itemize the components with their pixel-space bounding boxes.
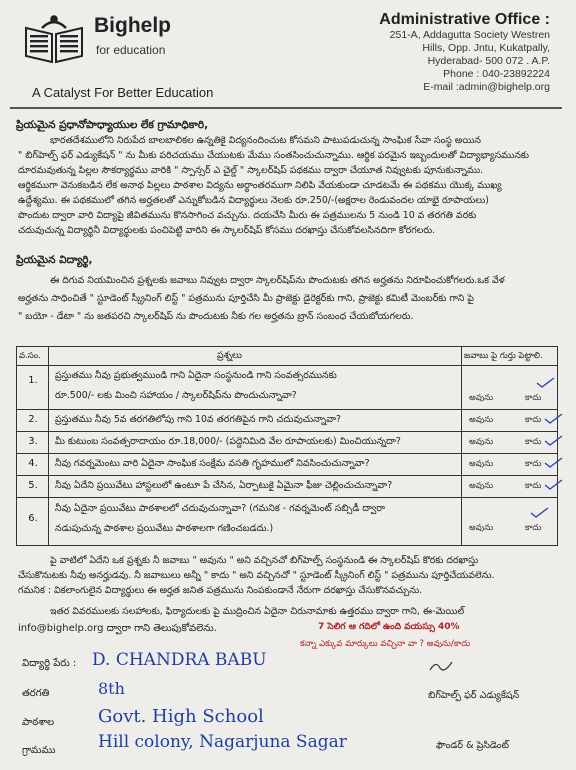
letter-line: చదువుచున్న విద్యార్థినీ విద్యార్థులకు పంచిపెట్టి వారిని ఈ స్కాలర్‌షిప్ కోసము దరఖాస్తు చేసుకోవలసినదిగా కోరగలరు. (18, 225, 436, 236)
office-address-line: 251-A, Addagutta Society Westren (389, 29, 550, 41)
question-text: రూ.500/- లకు మించి సహాయం / స్కాలర్‌షిప్‌ను పొందుచున్నావా? (55, 390, 297, 401)
table-header-questions: ప్రశ్నలు (217, 350, 242, 361)
header-divider (10, 107, 562, 109)
question-number: 5. (28, 480, 38, 491)
letter-line: అర్హతను సాధించితే " స్టూడెంట్ స్క్రీనింగ్ లిస్ట్ " పత్రమును పూర్తిచేసి మీ ప్రాజెక్టు డైరెక్టర్‌కు గాని, ప్రాజెక్టు కమిటీ మెంబర్‌కు గాని పై (18, 293, 474, 304)
office-address-line: Hyderabad- 500 072 . A.P. (427, 55, 550, 67)
answer-no-option[interactable]: కాదు (525, 437, 542, 447)
answer-no-option[interactable]: కాదు (525, 459, 542, 469)
table-header-number: వ.సం. (19, 351, 41, 361)
village-value[interactable]: Hill colony, Nagarjuna Sagar (98, 732, 347, 752)
salutation-headmaster: ప్రియమైన ప్రధానోపాధ్యాయుల లేక గ్రామాధికారి, (16, 119, 209, 131)
class-value[interactable]: 8th (98, 679, 125, 698)
brand-name: Bighelp (94, 14, 171, 37)
question-number: 3. (28, 436, 38, 447)
question-number: 4. (28, 458, 38, 469)
answer-yes-option[interactable]: అవును (469, 523, 494, 533)
letter-line: ఆర్థికముగా వెనుకబడిన లేక అనాథ పిల్లలు పాఠశాల విద్యను అర్థాంతరముగా నిలిపి వేయకుండా చూడటమే ఈ పథకము యొక్క ముఖ్య (18, 180, 502, 191)
answer-no-option[interactable]: కాదు (525, 481, 542, 491)
office-title: Administrative Office : (379, 11, 550, 28)
instruction-note: గమనిక : వికలాంగులైన విద్యార్థులు ఈ అర్హత జనిత పత్రమును నింపకుండానే నేరుగా దరఖాస్తు చేసుకొనవచ్చును. (18, 585, 423, 596)
answer-yes-option[interactable]: అవును (469, 437, 494, 447)
office-address-block (320, 10, 550, 94)
answer-no-option[interactable]: కాదు (525, 393, 542, 403)
question-text: నడుపుచున్న పాఠశాల ప్రయివేటు పాఠశాలగా గణించబడదు.) (55, 523, 274, 534)
salutation-student: ప్రియమైన విద్యార్థి, (16, 254, 93, 266)
village-label: గ్రామము (22, 745, 56, 756)
signature-designation: ఫౌండర్ & ప్రెసిడెంట్ (436, 740, 509, 751)
letter-line: దూరమవుతున్న పిల్లల సౌకర్యార్థము వారికి " స్పాన్సర్ ఎ చైల్డ్ " స్కాలర్‌షిప్ పథకము ద్వారా చేయూత నివ్వుటకు పూనుకున్నాము. (18, 165, 484, 176)
letter-line: ఈ దిగువ నియమించిన ప్రశ్నలకు జవాబు నివ్వుట ద్వారా స్కాలర్‌షిప్‌ను పొందుటకు తగిన అర్హతను నిరూపించుకోగలరు.ఒక వేళ (50, 275, 505, 286)
table-header-answer: జవాబు పై గుర్తు పెట్టాలి. (464, 351, 543, 361)
handwritten-tick-icon (543, 435, 563, 447)
question-text: నీవు ఏదేని ప్రయివేటు హాస్టలులో ఉంటూ పే చేసిన, ఏర్పాటుకై ఏమైనా ఫీజు చెల్లించుచున్నావా? (55, 480, 393, 491)
question-text: ప్రస్తుతము నీవు 5వ తరగతిలోపు గాని 10వ తరగతిపైన గాని చదువుచున్నావా? (55, 414, 342, 425)
question-text: నీవు ఏదైనా ప్రయివేటు పాఠశాలలో చదువుచున్నావా? (గమనిక - గవర్నమెంట్ సబ్సిడీ ద్వారా (55, 503, 386, 514)
question-text: మీ కుటుంబ సంవత్సరాదాయం రూ.18,000/- (పద్దెనిమిది వేల రూపాయలకు) మించియున్నదా? (55, 436, 401, 447)
bighelp-book-logo-icon (22, 14, 86, 64)
question-number: 6. (28, 513, 38, 524)
question-number: 1. (28, 375, 38, 386)
answer-yes-option[interactable]: అవును (469, 415, 494, 425)
red-note: 7 సెలిగ ఆ గదిలో ఉంది వయస్సు 40% (318, 622, 460, 632)
answer-no-option[interactable]: కాదు (525, 523, 542, 533)
question-text: నీవు గవర్నమెంటు వారి ఏదైనా సాంఘిక సంక్షేమ వసతి గృహములో నివసించుచున్నావా? (55, 458, 370, 469)
eligibility-questions-table (16, 346, 558, 546)
signature-organisation: బిగ్‌హెల్ప్ ఫర్ ఎడ్యుకేషన్ (428, 690, 520, 701)
instruction-line: పై వాటిలో ఏదేని ఒక ప్రశ్నకు నీ జవాబు " అవును " అని వచ్చినచో బిగ్‌హెల్ప్ సంస్థనుండి ఈ స్కాలర్‌షిప్ కొరకు దరఖాస్తు (50, 555, 479, 566)
letter-line: " బిగ్‌హెల్ప్ ఫర్ ఎడ్యుకేషన్ " ను మీకు పరిచయము చేయుటకు మేము సంతసించుచున్నాము. ఆర్థిక పరమైన ఇబ్బందులతో విద్యాభ్యాసమునకు (18, 150, 530, 161)
letter-line: పొందుట ద్వారా వారి విద్యాపై జీవితమును కొనసాగించ వచ్చును. దయచేసి మీరు ఈ పత్రములను 5 నుండి 10 వ తరగతి వరకు (18, 210, 477, 221)
brand-subtitle: for education (96, 43, 166, 57)
letter-line: భారతదేశములోని నిరుపేద బాలబాలికల ఉన్నతికై విద్యనందించుట కోసమని పాటుపడుచున్న సాంఘిక సేవా సంస్థ అయిన (50, 135, 481, 146)
contact-email-line: info@bighelp.org ద్వారా గాని తెలుపుకోవలెను. (18, 623, 217, 634)
handwritten-tick-icon (529, 507, 549, 519)
school-label: పాఠశాల (22, 717, 55, 728)
student-name-label: విద్యార్థి పేరు : (22, 658, 77, 669)
contact-line: ఇతర వివరములకు సలహాలకు, ఫిర్యాదులకు పై ముద్రించిన ఏదైనా చిరునామాకు ఉత్తరము ద్వారా గాని, ఈ-మెయిల్ (50, 606, 465, 617)
handwritten-tick-icon (543, 413, 563, 425)
answer-no-option[interactable]: కాదు (525, 415, 542, 425)
office-email: E-mail :admin@bighelp.org (423, 81, 550, 93)
letter-line: ఉద్దేశ్యము. ఈ పథకములో తగిన అర్హతలతో ఎన్నుకోబడిన విద్యార్థులు నెలకు రూ.250/-(అక్షరాల రెండువందల యాభై రూపాయలు) (18, 195, 489, 206)
class-label: తరగతి (22, 688, 50, 699)
answer-yes-option[interactable]: అవును (469, 393, 494, 403)
signature-mark-icon (428, 658, 454, 676)
handwritten-tick-icon (543, 457, 563, 469)
instruction-line: చేసుకొనుటకు నీవు అనర్హుడవు. నీ జవాబులు అన్నీ " కాదు " అని వచ్చినచో " స్టూడెంట్ స్క్రీనింగ్ లిస్ట్ " పత్రమును పూర్తిచేయవలెను. (18, 570, 495, 581)
student-name-value[interactable]: D. CHANDRA BABU (92, 650, 267, 670)
question-text: ప్రస్తుతము నీవు ప్రభుత్వముండి గాని ఏదైనా సంస్థనుండి గాని సంవత్సరమునకు (55, 370, 337, 381)
handwritten-tick-icon (543, 479, 563, 491)
office-phone: Phone : 040-23892224 (443, 68, 550, 80)
letter-line: " బయో - డేటా " ను జతపరచి స్కాలర్‌షిప్ ను పొందుటకు నీకు గల అర్హతను బ్రాన్ సంబంధ చేయబోయగలరు. (18, 311, 414, 322)
tagline: A Catalyst For Better Education (32, 85, 214, 100)
office-address-line: Hills, Opp. Jntu, Kukatpally, (422, 42, 550, 54)
answer-yes-option[interactable]: అవును (469, 459, 494, 469)
handwritten-tick-icon (535, 377, 555, 389)
school-value[interactable]: Govt. High School (98, 706, 264, 727)
question-number: 2. (28, 414, 38, 425)
answer-yes-option[interactable]: అవును (469, 481, 494, 491)
red-note-question: కన్నా ఎక్కువ మార్కులు వచ్చినా వా ? అవును/కాదు (300, 639, 471, 649)
